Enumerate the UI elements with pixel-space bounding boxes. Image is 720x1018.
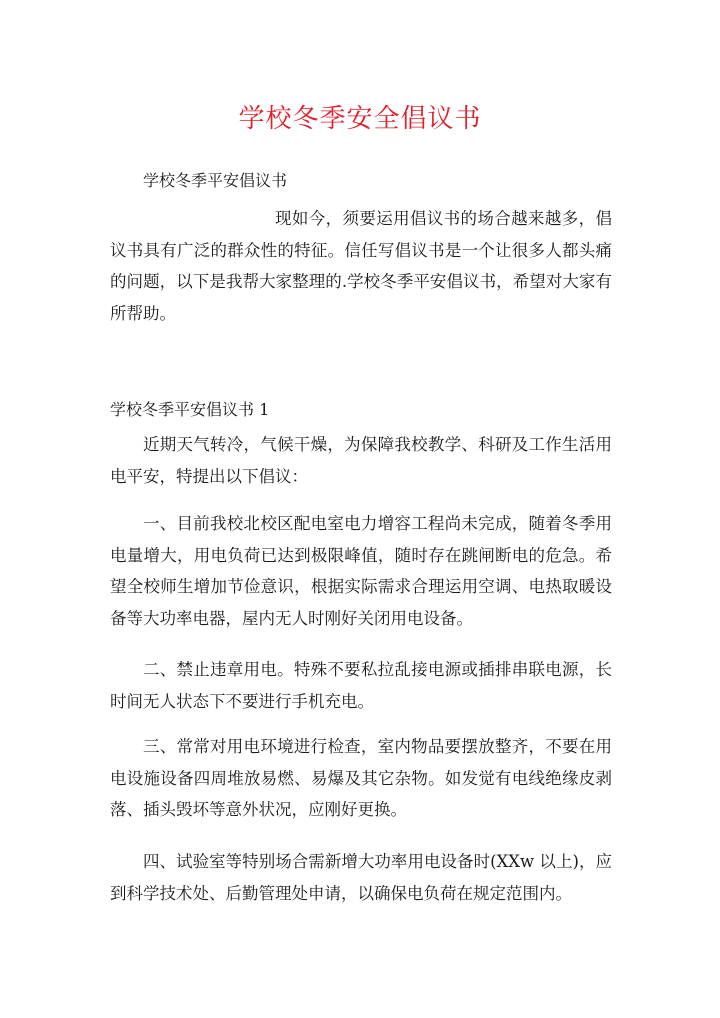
body-paragraph-4: 三、常常对用电环境进行检查，室内物品要摆放整齐，不要在用电设施设备四周堆放易燃、易爆及其它杂物。如发觉有电线绝缘皮剥落、插头毁坏等意外状况，应刚好更换。 bbox=[110, 737, 612, 819]
section-title: 学校冬季平安倡议书 1 bbox=[110, 400, 270, 419]
body-paragraph-3: 二、禁止违章用电。特殊不要私拉乱接电源或插排串联电源，长时间无人状态下不要进行手机充电。 bbox=[110, 660, 612, 711]
document-title: 学校冬季安全倡议书 bbox=[238, 104, 482, 134]
body-paragraph-1: 近期天气转冷，气候干燥，为保障我校教学、科研及工作生活用电平安，特提出以下倡议： bbox=[110, 435, 612, 486]
document-subtitle: 学校冬季平安倡议书 bbox=[143, 171, 288, 190]
body-paragraph-2: 一、目前我校北校区配电室电力增容工程尚未完成，随着冬季用电量增大，用电负荷已达到极限峰值，随时存在跳闸断电的危急。希望全校师生增加节俭意识，根据实际需求合理运用空调、电热取暖设备等大功率电器，屋内无人时刚好关闭用电设备。 bbox=[110, 514, 612, 628]
intro-paragraph: 现如今，须要运用倡议书的场合越来越多，倡议书具有广泛的群众性的特征。信任写倡议书是一个让很多人都头痛的问题，以下是我帮大家整理的.学校冬季平安倡议书，希望对大家有所帮助。 bbox=[110, 209, 612, 323]
body-paragraph-5: 四、试验室等特别场合需新增大功率用电设备时(XXw 以上)，应到科学技术处、后勤管理处申请，以确保电负荷在规定范围内。 bbox=[110, 852, 612, 903]
